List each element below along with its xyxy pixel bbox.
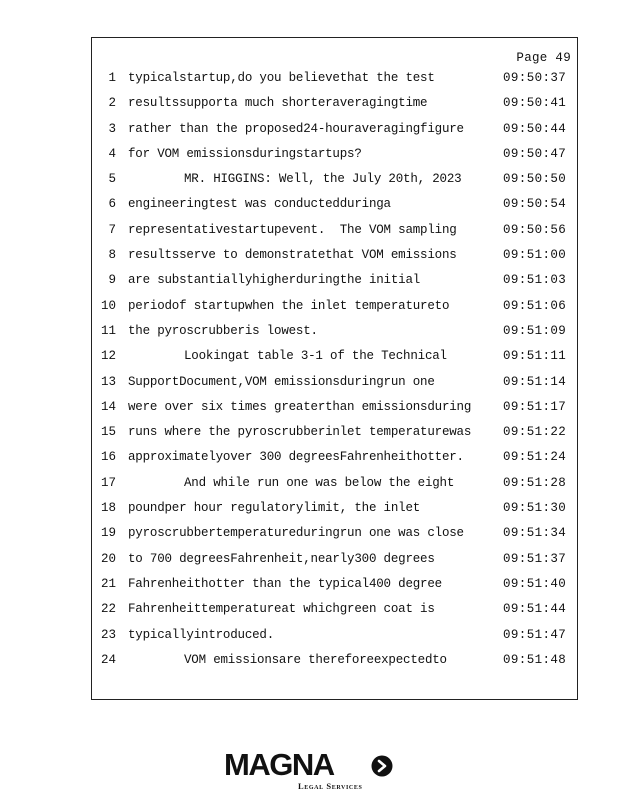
line-number: 23 bbox=[100, 627, 116, 642]
line-text: resultsserve to demonstratethat VOM emissions bbox=[128, 248, 457, 263]
line-number: 22 bbox=[100, 602, 116, 617]
timestamp: 09:51:24 bbox=[503, 450, 567, 465]
transcript-line bbox=[92, 273, 577, 298]
timestamp: 09:51:03 bbox=[503, 273, 567, 288]
line-text: poundper hour regulatorylimit, the inlet bbox=[128, 501, 421, 516]
transcript-line bbox=[92, 71, 577, 96]
transcript-line bbox=[92, 223, 577, 248]
timestamp: 09:51:48 bbox=[503, 652, 567, 667]
magna-logo bbox=[224, 748, 399, 792]
line-text: to 700 degreesFahrenheit,nearly300 degrees bbox=[128, 551, 435, 566]
line-text: VOM emissionsare thereforeexpectedto bbox=[184, 652, 447, 667]
line-number: 9 bbox=[108, 273, 116, 288]
line-text: runs where the pyroscrubberinlet temperaturewas bbox=[128, 425, 472, 440]
line-text: engineeringtest was conductedduringa bbox=[128, 197, 391, 212]
transcript-line bbox=[92, 197, 577, 222]
chevron-right-circle-icon bbox=[371, 755, 393, 777]
line-number: 11 bbox=[100, 323, 116, 338]
line-number: 4 bbox=[108, 146, 116, 161]
line-number: 17 bbox=[100, 475, 116, 490]
transcript-line bbox=[92, 602, 577, 627]
line-number: 21 bbox=[100, 576, 116, 591]
timestamp: 09:50:54 bbox=[503, 197, 567, 212]
transcript-line bbox=[92, 349, 577, 374]
timestamp: 09:51:14 bbox=[503, 374, 567, 389]
line-number: 6 bbox=[108, 197, 116, 212]
line-text: periodof startupwhen the inlet temperatureto bbox=[128, 298, 450, 313]
line-text: pyroscrubbertemperatureduringrun one was close bbox=[128, 526, 464, 541]
line-text: MR. HIGGINS: Well, the July 20th, 2023 bbox=[184, 172, 462, 187]
line-number: 18 bbox=[100, 501, 116, 516]
transcript-line bbox=[92, 299, 577, 324]
transcript-line bbox=[92, 653, 577, 678]
timestamp: 09:51:28 bbox=[503, 475, 567, 490]
line-text: approximatelyover 300 degreesFahrenheithotter. bbox=[128, 450, 464, 465]
transcript-line bbox=[92, 122, 577, 147]
line-text: SupportDocument,VOM emissionsduringrun one bbox=[128, 374, 435, 389]
transcript-line bbox=[92, 476, 577, 501]
line-number: 5 bbox=[108, 172, 116, 187]
line-text: And while run one was below the eight bbox=[184, 475, 455, 490]
timestamp: 09:51:17 bbox=[503, 399, 567, 414]
line-number: 10 bbox=[100, 298, 116, 313]
line-text: Fahrenheittemperatureat whichgreen coat is bbox=[128, 602, 435, 617]
transcript-line bbox=[92, 552, 577, 577]
line-text: typicallyintroduced. bbox=[128, 627, 275, 642]
line-text: typicalstartup,do you believethat the test bbox=[128, 71, 435, 85]
line-number: 15 bbox=[100, 425, 116, 440]
line-text: were over six times greaterthan emissionsduring bbox=[128, 399, 472, 414]
line-number: 19 bbox=[100, 526, 116, 541]
transcript-line bbox=[92, 577, 577, 602]
timestamp: 09:51:34 bbox=[503, 526, 567, 541]
timestamp: 09:51:06 bbox=[503, 298, 567, 313]
line-number: 12 bbox=[100, 349, 116, 364]
transcript-line bbox=[92, 450, 577, 475]
timestamp: 09:50:41 bbox=[503, 96, 567, 111]
line-number: 16 bbox=[100, 450, 116, 465]
line-text: the pyroscrubberis lowest. bbox=[128, 323, 318, 338]
transcript-line bbox=[92, 425, 577, 450]
line-number: 7 bbox=[108, 222, 116, 237]
line-number: 1 bbox=[108, 71, 116, 85]
line-number: 13 bbox=[100, 374, 116, 389]
line-text: Fahrenheithotter than the typical400 degree bbox=[128, 576, 442, 591]
transcript-line bbox=[92, 172, 577, 197]
timestamp: 09:50:56 bbox=[503, 222, 567, 237]
transcript-line bbox=[92, 324, 577, 349]
timestamp: 09:50:50 bbox=[503, 172, 567, 187]
timestamp: 09:51:22 bbox=[503, 425, 567, 440]
timestamp: 09:50:47 bbox=[503, 146, 567, 161]
line-text: rather than the proposed24-houraveragingfigure bbox=[128, 121, 464, 136]
line-number: 14 bbox=[100, 399, 116, 414]
transcript-line bbox=[92, 400, 577, 425]
transcript-line bbox=[92, 248, 577, 273]
timestamp: 09:51:09 bbox=[503, 323, 567, 338]
timestamp: 09:51:37 bbox=[503, 551, 567, 566]
timestamp: 09:51:11 bbox=[503, 349, 567, 364]
transcript-line bbox=[92, 147, 577, 172]
transcript-page bbox=[91, 37, 578, 700]
timestamp: 09:51:30 bbox=[503, 501, 567, 516]
transcript-line bbox=[92, 501, 577, 526]
line-text: representativestartupevent. The VOM sampling bbox=[128, 222, 457, 237]
logo-wordmark: MAGNA bbox=[224, 747, 334, 782]
transcript-lines bbox=[92, 71, 577, 678]
logo-subtitle: Legal Services bbox=[298, 781, 363, 791]
line-number: 2 bbox=[108, 96, 116, 111]
transcript-line bbox=[92, 96, 577, 121]
timestamp: 09:51:44 bbox=[503, 602, 567, 617]
timestamp: 09:51:00 bbox=[503, 248, 567, 263]
transcript-line bbox=[92, 628, 577, 653]
transcript-line bbox=[92, 526, 577, 551]
timestamp: 09:50:44 bbox=[503, 121, 567, 136]
timestamp: 09:51:47 bbox=[503, 627, 567, 642]
timestamp: 09:50:37 bbox=[503, 71, 567, 85]
line-number: 8 bbox=[108, 248, 116, 263]
line-number: 24 bbox=[100, 652, 116, 667]
line-number: 20 bbox=[100, 551, 116, 566]
line-text: resultssupporta much shorteraveragingtime bbox=[128, 96, 428, 111]
line-text: for VOM emissionsduringstartups? bbox=[128, 146, 362, 161]
line-number: 3 bbox=[108, 121, 116, 136]
transcript-line bbox=[92, 375, 577, 400]
timestamp: 09:51:40 bbox=[503, 576, 567, 591]
line-text: Lookingat table 3-1 of the Technical bbox=[184, 349, 447, 364]
line-text: are substantiallyhigherduringthe initial bbox=[128, 273, 421, 288]
page-number: Page 49 bbox=[516, 51, 571, 65]
